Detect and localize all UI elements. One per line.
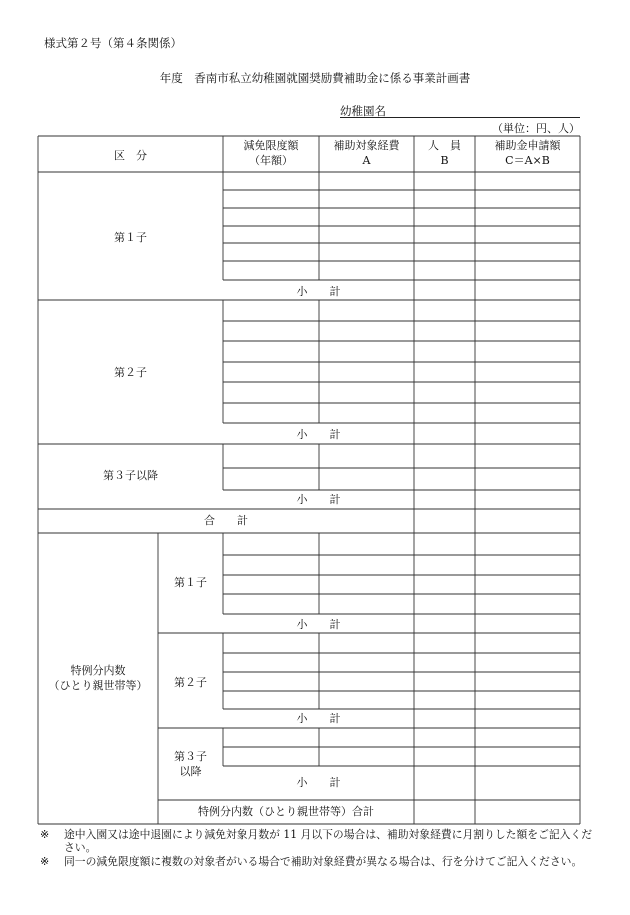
subtotal-child2: 小 計 [296, 428, 341, 441]
document-title: 年度 香南市私立幼稚園就園奨励費補助金に係る事業計画書 [159, 71, 471, 85]
subtotal-special-child3: 小 計 [296, 776, 341, 789]
subtotal-special-child2: 小 計 [296, 712, 341, 725]
subtotal-special-child1: 小 計 [296, 618, 341, 631]
header-persons: 人 員 B [428, 139, 461, 167]
header-limit-amount: 減免限度額 （年額） [243, 139, 299, 167]
footnote-mark: ※ [40, 828, 50, 841]
special-total: 特例分内数（ひとり親世帯等）合計 [198, 805, 374, 818]
footnote-2 [40, 855, 600, 868]
row-label-child3: 第３子以降 [103, 469, 158, 482]
kindergarten-name-label: 幼稚園名 [340, 104, 386, 118]
footnote-text: 途中入園又は途中退園により減免対象月数が 11 月以下の場合は、補助対象経費に月割りした額をご記入ください。 [64, 828, 593, 854]
subtotal-child1: 小 計 [296, 285, 341, 298]
row-label-child2: 第２子 [114, 366, 147, 379]
row-label-special-child2: 第２子 [174, 676, 207, 689]
header-grant-amount: 補助金申請額 C＝A×B [494, 139, 561, 167]
unit-note: （単位：円、人） [492, 122, 580, 135]
header-target-cost: 補助対象経費 A [333, 139, 400, 167]
row-label-special-child1: 第１子 [174, 576, 207, 589]
row-label-special-child3: 第３子 以降 [174, 750, 207, 778]
header-category: 区 分 [114, 149, 147, 162]
footnotes [40, 828, 600, 869]
footnote-1 [40, 828, 600, 854]
subtotal-child3: 小 計 [296, 493, 341, 506]
grand-total: 合 計 [204, 514, 248, 527]
row-label-special: 特例分内数 （ひとり親世帯等） [48, 664, 148, 692]
footnote-text: 同一の減免限度額に複数の対象者がいる場合で補助対象経費が異なる場合は、行を分けてご記入ください。 [64, 855, 583, 868]
row-label-child1: 第１子 [114, 231, 147, 244]
form-number: 様式第２号（第４条関係） [44, 36, 182, 50]
footnote-mark: ※ [40, 855, 50, 868]
